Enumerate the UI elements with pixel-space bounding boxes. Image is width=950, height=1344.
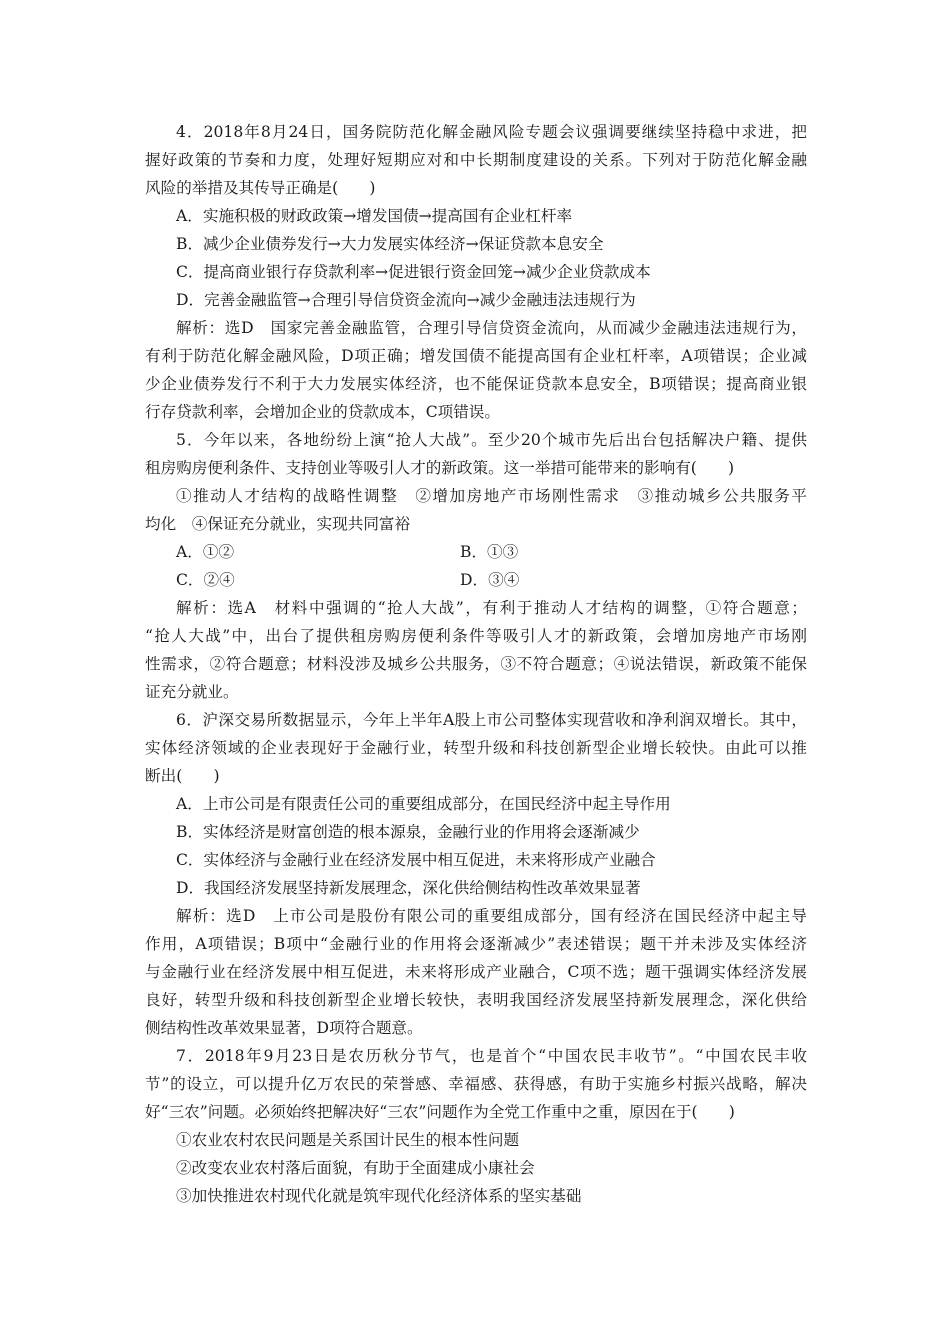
question-stem-line: 节”的设立，可以提升亿万农民的荣誉感、幸福感、获得感，有助于实施乡村振兴战略，解决 bbox=[145, 1075, 807, 1093]
question-6 bbox=[145, 706, 807, 1042]
analysis-line: 侧结构性改革效果显著，D项符合题意。 bbox=[145, 1019, 423, 1037]
question-stem-line: 断出( ) bbox=[145, 767, 220, 785]
statement-item: ①农业农村农民问题是关系国计民生的根本性问题 bbox=[176, 1131, 520, 1149]
question-4 bbox=[145, 118, 807, 426]
option-d: D．③④ bbox=[460, 571, 520, 589]
analysis-line: 作用，A项错误；B项中“金融行业的作用将会逐渐减少”表述错误；题干并未涉及实体经济 bbox=[145, 935, 807, 953]
option-d: D．我国经济发展坚持新发展理念，深化供给侧结构性改革效果显著 bbox=[176, 879, 641, 897]
option-a: A．①② bbox=[176, 543, 235, 561]
statement-items-line: ①推动人才结构的战略性调整 ②增加房地产市场刚性需求 ③推动城乡公共服务平 bbox=[176, 487, 807, 505]
options-row bbox=[145, 566, 807, 594]
analysis-line: 证充分就业。 bbox=[145, 683, 239, 701]
option-a: A．上市公司是有限责任公司的重要组成部分，在国民经济中起主导作用 bbox=[176, 795, 671, 813]
option-a: A．实施积极的财政政策→增发国债→提高国有企业杠杆率 bbox=[176, 207, 573, 225]
question-5 bbox=[145, 426, 807, 706]
analysis-line: 与金融行业在经济发展中相互促进，未来将形成产业融合，C项不选；题干强调实体经济发展 bbox=[145, 963, 807, 981]
analysis-line: “抢人大战”中，出台了提供租房购房便利条件等吸引人才的新政策，会增加房地产市场刚 bbox=[145, 627, 807, 645]
question-stem-line: 租房购房便利条件、支持创业等吸引人才的新政策。这一举措可能带来的影响有( ) bbox=[145, 459, 735, 477]
question-stem-line: 风险的举措及其传导正确是( ) bbox=[145, 179, 376, 197]
question-7 bbox=[145, 1042, 807, 1210]
option-b: B．①③ bbox=[460, 543, 519, 561]
statement-items-line: 均化 ④保证充分就业，实现共同富裕 bbox=[145, 515, 411, 533]
question-stem-line: 7．2018年9月23日是农历秋分节气，也是首个“中国农民丰收节”。“中国农民丰收 bbox=[176, 1047, 807, 1065]
options-row bbox=[145, 538, 807, 566]
analysis-line: 少企业债券发行不利于大力发展实体经济，也不能保证贷款本息安全，B项错误；提高商业银 bbox=[145, 375, 807, 393]
question-stem-line: 5．今年以来，各地纷纷上演“抢人大战”。至少20个城市先后出台包括解决户籍、提供 bbox=[176, 431, 807, 449]
option-b: B．减少企业债券发行→大力发展实体经济→保证贷款本息安全 bbox=[176, 235, 604, 253]
statement-item: ②改变农业农村落后面貌，有助于全面建成小康社会 bbox=[176, 1159, 535, 1177]
analysis-line: 有利于防范化解金融风险，D项正确；增发国债不能提高国有企业杠杆率，A项错误；企业减 bbox=[145, 347, 807, 365]
analysis-line: 行存贷款利率，会增加企业的贷款成本，C项错误。 bbox=[145, 403, 500, 421]
question-stem-line: 握好政策的节奏和力度，处理好短期应对和中长期制度建设的关系。下列对于防范化解金融 bbox=[145, 151, 807, 169]
analysis-line: 性需求，②符合题意；材料没涉及城乡公共服务，③不符合题意；④说法错误，新政策不能保 bbox=[145, 655, 807, 673]
option-b: B．实体经济是财富创造的根本源泉，金融行业的作用将会逐渐减少 bbox=[176, 823, 640, 841]
analysis-line: 良好，转型升级和科技创新型企业增长较快，表明我国经济发展坚持新发展理念，深化供给 bbox=[145, 991, 807, 1009]
analysis-line: 解析：选A 材料中强调的“抢人大战”，有利于推动人才结构的调整，①符合题意； bbox=[176, 599, 807, 617]
option-c: C．实体经济与金融行业在经济发展中相互促进，未来将形成产业融合 bbox=[176, 851, 656, 869]
option-d: D．完善金融监管→合理引导信贷资金流向→减少金融违法违规行为 bbox=[176, 291, 636, 309]
analysis-line: 解析：选D 国家完善金融监管，合理引导信贷资金流向，从而减少金融违法违规行为， bbox=[176, 319, 807, 337]
question-stem-line: 6．沪深交易所数据显示，今年上半年A股上市公司整体实现营收和净利润双增长。其中， bbox=[176, 711, 807, 729]
question-stem-line: 4．2018年8月24日，国务院防范化解金融风险专题会议强调要继续坚持稳中求进，把 bbox=[176, 123, 807, 141]
option-c: C．②④ bbox=[176, 571, 235, 589]
statement-item: ③加快推进农村现代化就是筑牢现代化经济体系的坚实基础 bbox=[176, 1187, 582, 1205]
exam-page bbox=[145, 118, 807, 1210]
option-c: C．提高商业银行存贷款利率→促进银行资金回笼→减少企业贷款成本 bbox=[176, 263, 651, 281]
question-stem-line: 好“三农”问题。必须始终把解决好“三农”问题作为全党工作重中之重，原因在于( ) bbox=[145, 1103, 735, 1121]
question-stem-line: 实体经济领域的企业表现好于金融行业，转型升级和科技创新型企业增长较快。由此可以推 bbox=[145, 739, 807, 757]
analysis-line: 解析：选D 上市公司是股份有限公司的重要组成部分，国有经济在国民经济中起主导 bbox=[176, 907, 807, 925]
